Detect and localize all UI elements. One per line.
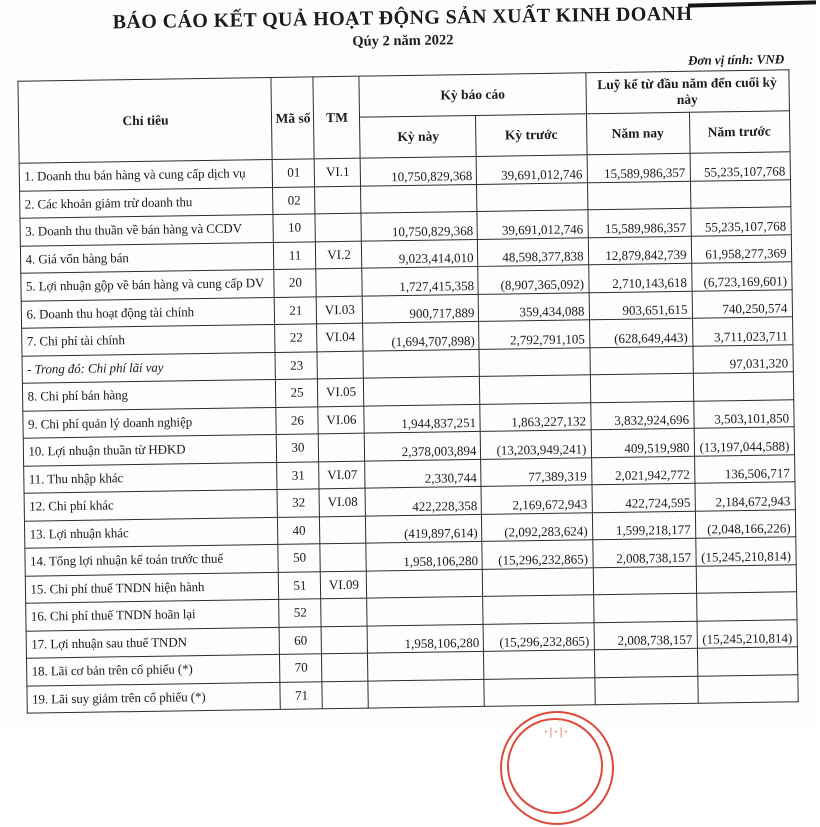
value-this-year-cell: 409,519,980 bbox=[591, 428, 694, 457]
value-this-year-cell: (628,649,443) bbox=[589, 318, 692, 347]
row-label-cell: 12. Chi phí khác bbox=[25, 489, 278, 520]
col-header-prior-year: Năm trước bbox=[689, 111, 790, 153]
code-cell: 71 bbox=[280, 681, 322, 709]
tm-cell: VI.2 bbox=[316, 241, 362, 269]
tm-cell bbox=[320, 543, 366, 571]
value-prior-period-cell: 359,434,088 bbox=[479, 292, 589, 321]
value-prior-year-cell: 740,250,574 bbox=[692, 289, 792, 318]
value-this-period-cell bbox=[368, 679, 484, 708]
row-label-cell: - Trong đó: Chi phí lãi vay bbox=[22, 352, 275, 383]
value-prior-period-cell bbox=[480, 375, 590, 404]
row-label-cell: 13. Lợi nhuận khác bbox=[25, 517, 278, 548]
code-cell: 52 bbox=[279, 599, 321, 627]
code-cell: 21 bbox=[275, 296, 317, 324]
value-prior-year-cell: 136,506,717 bbox=[694, 454, 794, 483]
value-this-year-cell: 15,589,986,357 bbox=[587, 208, 690, 237]
col-header-reporting-period: Kỳ báo cáo bbox=[359, 73, 586, 117]
value-prior-period-cell: 2,169,672,943 bbox=[481, 485, 591, 514]
value-this-year-cell bbox=[594, 676, 697, 705]
tm-cell bbox=[315, 213, 361, 241]
value-prior-year-cell bbox=[693, 372, 793, 401]
value-prior-period-cell bbox=[484, 677, 594, 706]
tm-cell bbox=[322, 653, 368, 681]
code-cell: 23 bbox=[275, 351, 317, 379]
value-this-period-cell: 2,378,003,894 bbox=[365, 431, 481, 460]
red-seal-stamp bbox=[500, 711, 616, 827]
value-this-year-cell: 2,021,942,772 bbox=[591, 456, 694, 485]
value-this-year-cell: 2,710,143,618 bbox=[588, 263, 691, 292]
code-cell: 26 bbox=[276, 406, 318, 434]
value-this-year-cell bbox=[593, 566, 696, 595]
tm-cell bbox=[322, 626, 368, 654]
value-this-period-cell: 1,958,106,280 bbox=[366, 541, 482, 570]
value-this-period-cell: 9,023,414,010 bbox=[362, 239, 478, 268]
value-this-period-cell bbox=[361, 184, 477, 213]
value-this-period-cell: 1,727,415,358 bbox=[362, 266, 478, 295]
row-label-cell: 3. Doanh thu thuần về bán hàng và CCDV bbox=[20, 214, 273, 245]
value-this-period-cell: 10,750,829,368 bbox=[361, 156, 477, 185]
value-this-period-cell: 1,944,837,251 bbox=[364, 404, 480, 433]
value-prior-year-cell: 97,031,320 bbox=[692, 344, 792, 373]
tm-cell bbox=[321, 598, 367, 626]
code-cell: 30 bbox=[277, 434, 319, 462]
code-cell: 50 bbox=[278, 544, 320, 572]
value-this-year-cell bbox=[587, 181, 690, 210]
col-header-code: Mã số bbox=[271, 77, 314, 160]
value-prior-year-cell: (15,245,210,814) bbox=[695, 537, 795, 566]
seal-text-fragment: ·|·|· bbox=[544, 726, 570, 738]
tm-cell bbox=[315, 186, 361, 214]
row-label-cell: 9. Chi phí quản lý doanh nghiệp bbox=[23, 407, 276, 438]
value-this-period-cell: 10,750,829,368 bbox=[361, 211, 477, 240]
col-header-notes: TM bbox=[313, 76, 360, 159]
value-this-period-cell: 2,330,744 bbox=[365, 459, 481, 488]
tm-cell bbox=[319, 433, 365, 461]
value-this-year-cell bbox=[590, 373, 693, 402]
value-prior-period-cell: 48,598,377,838 bbox=[478, 237, 588, 266]
code-cell: 22 bbox=[275, 324, 317, 352]
value-prior-year-cell bbox=[696, 564, 796, 593]
code-cell: 51 bbox=[279, 571, 321, 599]
value-prior-year-cell bbox=[697, 674, 797, 703]
income-statement-table bbox=[18, 69, 798, 713]
value-prior-year-cell bbox=[690, 179, 790, 208]
code-cell: 01 bbox=[273, 159, 315, 187]
value-prior-period-cell: (15,296,232,865) bbox=[484, 622, 594, 651]
value-prior-period-cell bbox=[479, 347, 589, 376]
tm-cell: VI.03 bbox=[317, 296, 363, 324]
row-label-cell: 11. Thu nhập khác bbox=[24, 462, 277, 493]
value-prior-period-cell bbox=[484, 650, 594, 679]
value-prior-period-cell: (15,296,232,865) bbox=[482, 540, 592, 569]
value-prior-year-cell: 3,503,101,850 bbox=[693, 399, 793, 428]
row-label-cell: 1. Doanh thu bán hàng và cung cấp dịch vụ bbox=[20, 159, 273, 190]
value-this-year-cell: 903,651,615 bbox=[589, 291, 692, 320]
value-this-year-cell: 2,008,738,157 bbox=[592, 538, 695, 567]
page-subtitle: Qúy 2 năm 2022 bbox=[352, 32, 454, 50]
row-label-cell: 8. Chi phí bán hàng bbox=[23, 379, 276, 410]
code-cell: 25 bbox=[276, 379, 318, 407]
value-prior-period-cell: (8,907,365,092) bbox=[478, 265, 588, 294]
tm-cell bbox=[320, 516, 366, 544]
tm-cell: VI.05 bbox=[318, 378, 364, 406]
code-cell: 02 bbox=[273, 186, 315, 214]
unit-note: Đơn vị tính: VNĐ bbox=[687, 51, 785, 68]
value-this-year-cell bbox=[594, 648, 697, 677]
code-cell: 11 bbox=[274, 241, 316, 269]
value-prior-period-cell bbox=[483, 567, 593, 596]
value-prior-year-cell: (15,245,210,814) bbox=[697, 619, 797, 648]
row-label-cell: 7. Chi phí tài chính bbox=[22, 324, 275, 355]
value-prior-period-cell: (2,092,283,624) bbox=[482, 512, 592, 541]
row-label-cell: 14. Tổng lợi nhuận kế toán trước thuế bbox=[25, 544, 278, 575]
code-cell: 32 bbox=[278, 489, 320, 517]
value-this-year-cell: 15,589,986,357 bbox=[587, 153, 690, 182]
value-prior-year-cell bbox=[697, 647, 797, 676]
value-this-period-cell bbox=[364, 376, 480, 405]
value-this-year-cell: 422,724,595 bbox=[591, 483, 694, 512]
col-header-cumulative: Luỹ kế từ đầu năm đến cuối kỳ này bbox=[585, 70, 789, 114]
row-label-cell: 19. Lãi suy giảm trên cổ phiếu (*) bbox=[27, 682, 280, 713]
value-prior-year-cell: 3,711,023,711 bbox=[692, 317, 792, 346]
tm-cell: VI.06 bbox=[318, 406, 364, 434]
tm-cell bbox=[316, 268, 362, 296]
tm-cell: VI.07 bbox=[319, 461, 365, 489]
value-prior-year-cell: (2,048,166,226) bbox=[695, 509, 795, 538]
value-prior-year-cell: 55,235,107,768 bbox=[690, 152, 790, 181]
row-label-cell: 2. Các khoản giảm trừ doanh thu bbox=[20, 187, 273, 218]
value-prior-year-cell bbox=[696, 592, 796, 621]
value-this-year-cell: 1,599,218,177 bbox=[592, 511, 695, 540]
tm-cell: VI.09 bbox=[321, 571, 367, 599]
value-this-period-cell: (419,897,614) bbox=[366, 514, 482, 543]
value-this-period-cell bbox=[363, 349, 479, 378]
value-prior-year-cell: 55,235,107,768 bbox=[690, 207, 790, 236]
table-header bbox=[18, 70, 789, 163]
value-this-period-cell: 422,228,358 bbox=[365, 486, 481, 515]
code-cell: 10 bbox=[273, 214, 315, 242]
col-header-this-year: Năm nay bbox=[586, 112, 690, 155]
report-table-body bbox=[20, 152, 798, 713]
tm-cell: VI.08 bbox=[319, 488, 365, 516]
value-prior-year-cell: 2,184,672,943 bbox=[694, 482, 794, 511]
value-this-year-cell: 12,879,842,739 bbox=[588, 236, 691, 265]
row-label-cell: 15. Chi phí thuế TNDN hiện hành bbox=[26, 572, 279, 603]
value-prior-period-cell: 2,792,791,105 bbox=[479, 320, 589, 349]
row-label-cell: 6. Doanh thu hoạt động tài chính bbox=[22, 297, 275, 328]
value-prior-period-cell bbox=[483, 595, 593, 624]
row-label-cell: 18. Lãi cơ bản trên cổ phiếu (*) bbox=[27, 654, 280, 685]
page-title: BÁO CÁO KẾT QUẢ HOẠT ĐỘNG SẢN XUẤT KINH DOANH bbox=[112, 2, 693, 34]
value-prior-period-cell: 39,691,012,746 bbox=[477, 155, 587, 184]
row-label-cell: 4. Giá vốn hàng bán bbox=[21, 242, 274, 273]
tm-cell bbox=[317, 351, 363, 379]
row-label-cell: 16. Chi phí thuế TNDN hoãn lại bbox=[26, 599, 279, 630]
value-this-year-cell bbox=[589, 346, 692, 375]
code-cell: 70 bbox=[280, 654, 322, 682]
tm-cell bbox=[322, 681, 368, 709]
value-this-period-cell: (1,694,707,898) bbox=[363, 321, 479, 350]
value-prior-period-cell: 39,691,012,746 bbox=[477, 210, 587, 239]
value-this-period-cell: 900,717,889 bbox=[363, 294, 479, 323]
tm-cell: VI.04 bbox=[317, 323, 363, 351]
code-cell: 60 bbox=[280, 626, 322, 654]
value-this-year-cell bbox=[593, 593, 696, 622]
code-cell: 31 bbox=[277, 461, 319, 489]
row-label-cell: 17. Lợi nhuận sau thuế TNDN bbox=[27, 627, 280, 658]
tm-cell: VI.1 bbox=[315, 158, 361, 186]
value-prior-year-cell: (13,197,044,588) bbox=[694, 427, 794, 456]
value-prior-period-cell: (13,203,949,241) bbox=[481, 430, 591, 459]
col-header-criteria: Chỉ tiêu bbox=[18, 77, 272, 163]
value-prior-year-cell: (6,723,169,601) bbox=[691, 262, 791, 291]
value-prior-period-cell: 1,863,227,132 bbox=[480, 402, 590, 431]
value-this-period-cell bbox=[367, 596, 483, 625]
value-this-period-cell bbox=[367, 569, 483, 598]
value-this-year-cell: 2,008,738,157 bbox=[594, 621, 697, 650]
row-label-cell: 10. Lợi nhuận thuần từ HĐKD bbox=[24, 434, 277, 465]
value-prior-period-cell bbox=[477, 182, 587, 211]
value-prior-year-cell: 61,958,277,369 bbox=[691, 234, 791, 263]
col-header-this-period: Kỳ này bbox=[360, 115, 477, 158]
code-cell: 20 bbox=[274, 269, 316, 297]
value-this-year-cell: 3,832,924,696 bbox=[590, 401, 693, 430]
value-this-period-cell: 1,958,106,280 bbox=[368, 624, 484, 653]
value-this-period-cell bbox=[368, 651, 484, 680]
row-label-cell: 5. Lợi nhuận gộp về bán hàng và cung cấp DV bbox=[21, 269, 274, 300]
col-header-prior-period: Kỳ trước bbox=[476, 114, 587, 157]
code-cell: 40 bbox=[278, 516, 320, 544]
value-prior-period-cell: 77,389,319 bbox=[481, 457, 591, 486]
